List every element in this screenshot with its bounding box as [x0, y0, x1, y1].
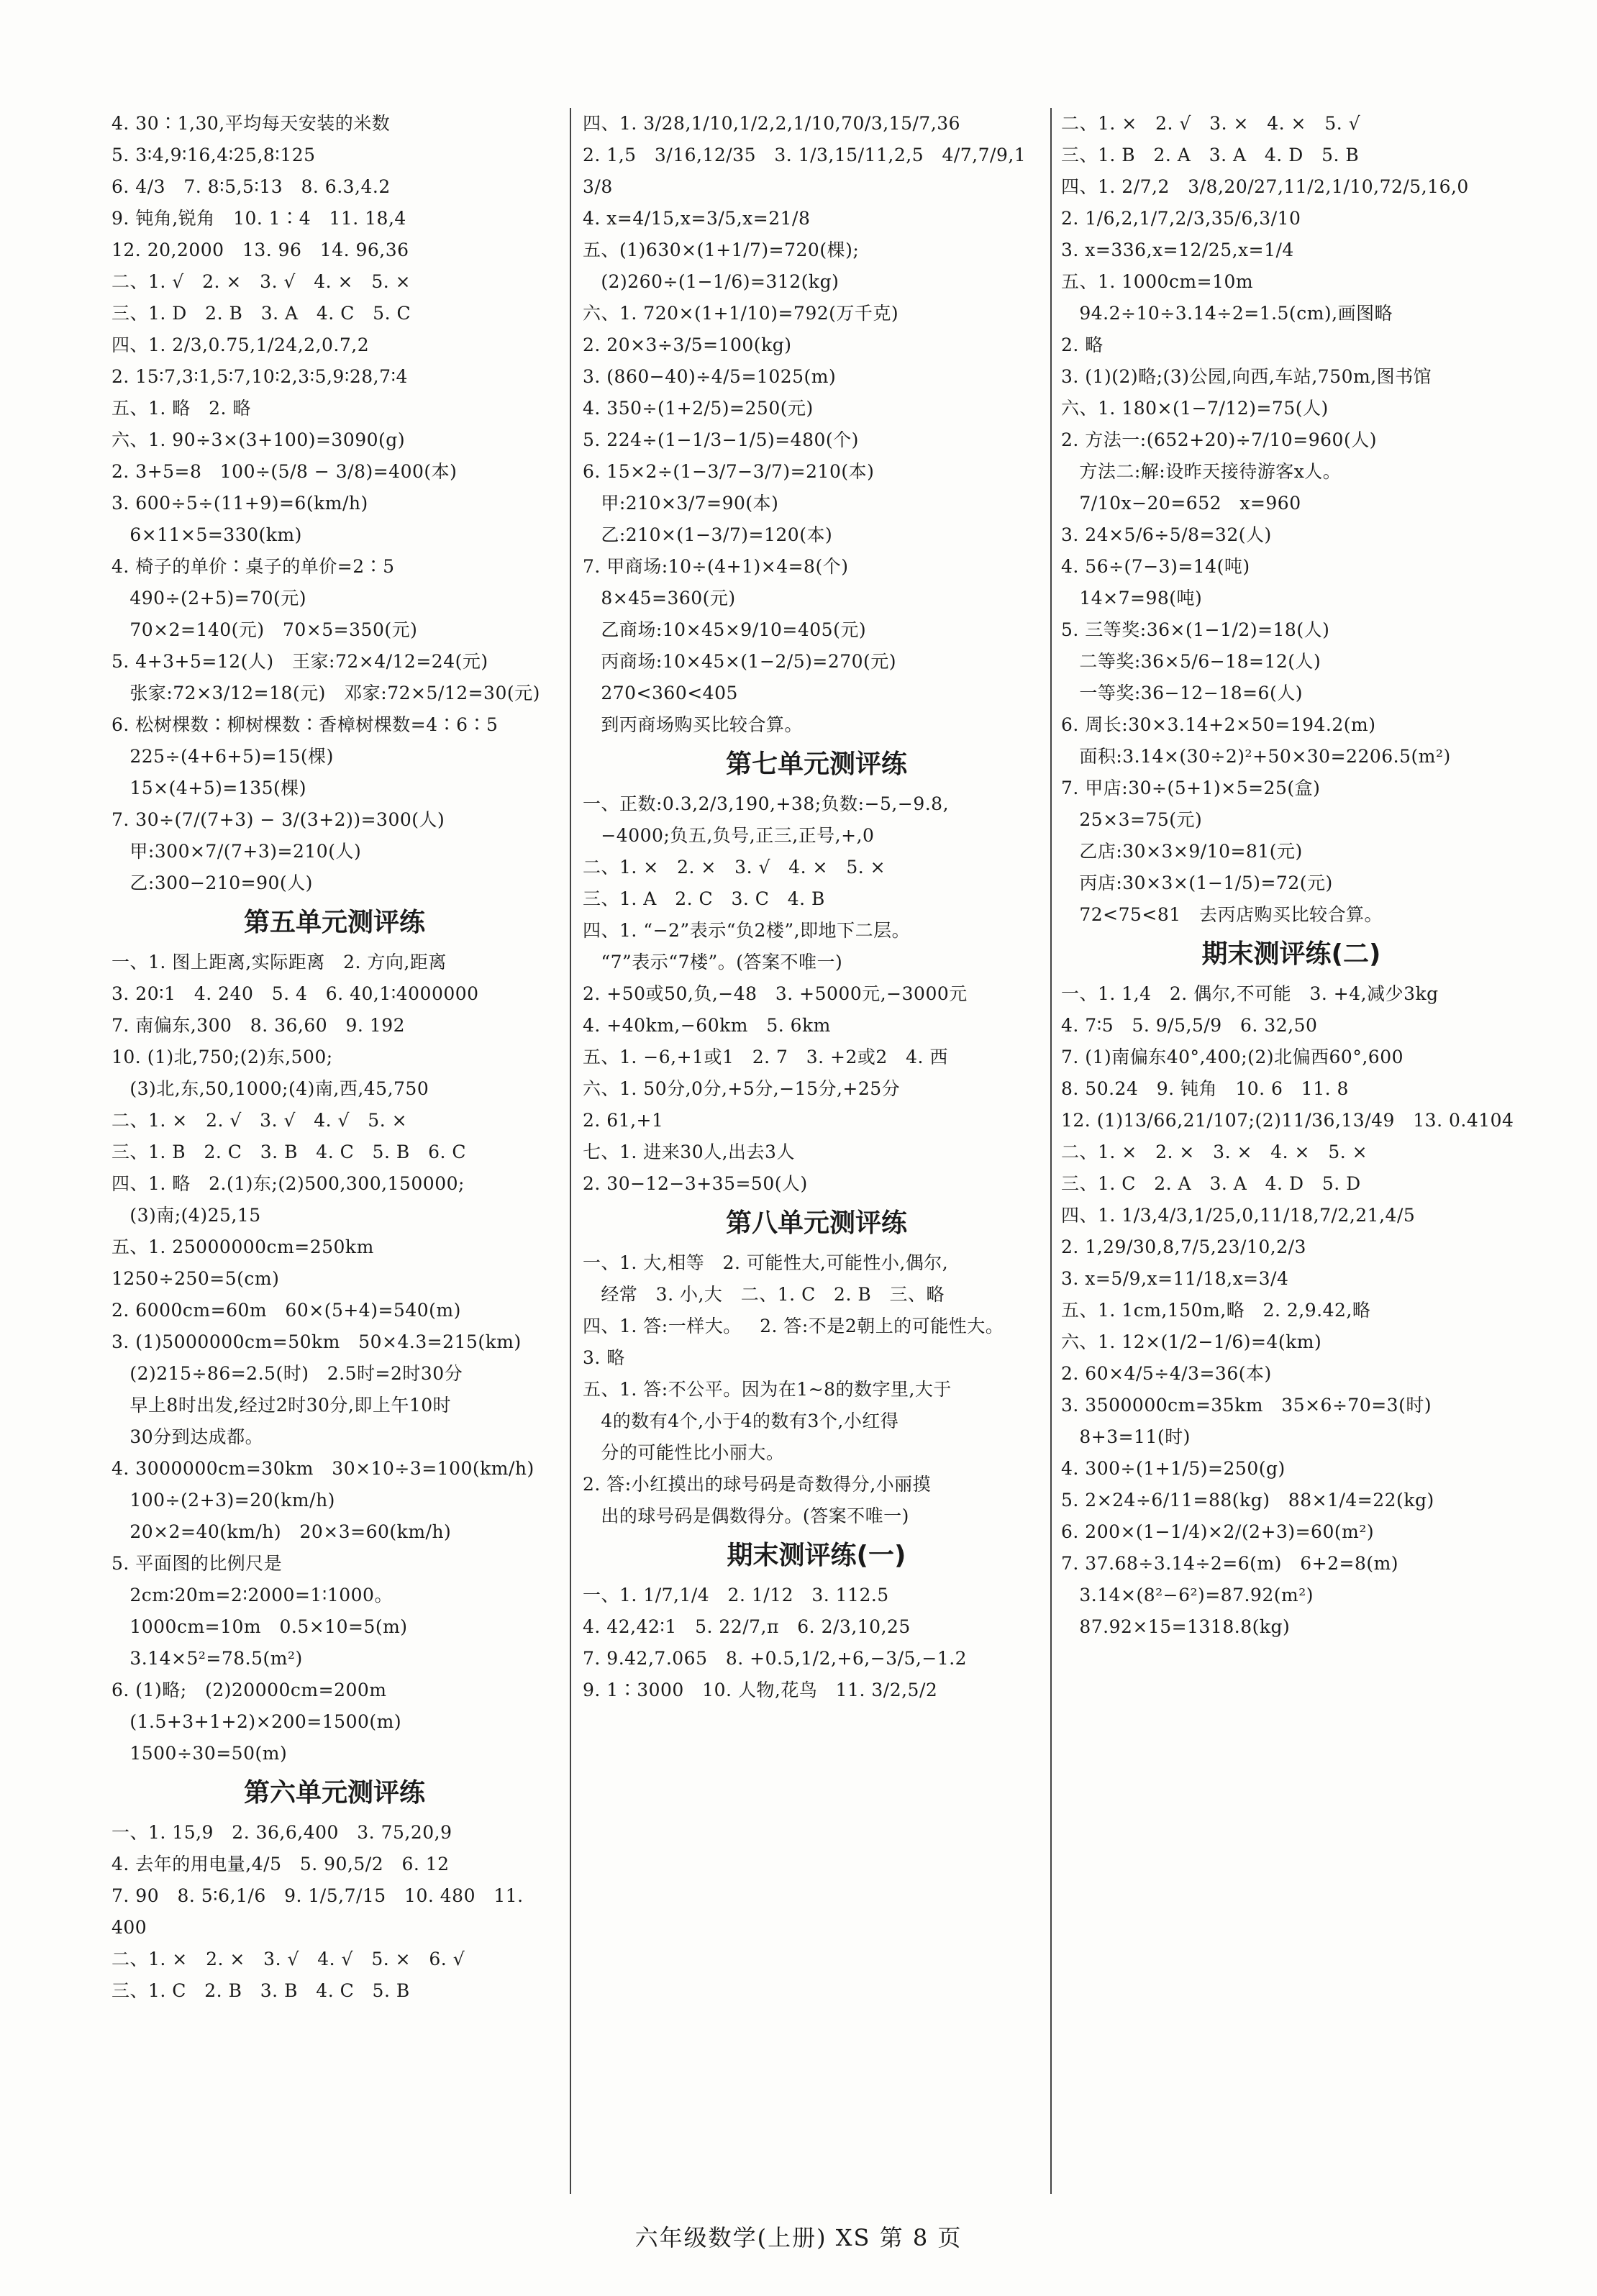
answer-line: 2. 61,+1	[583, 1110, 664, 1131]
answer-line: 5. 224÷(1−1/3−1/5)=480(个)	[583, 429, 859, 450]
answer-line: 7. 甲店:30÷(5+1)×5=25(盒)	[1061, 778, 1321, 798]
answer-line: 1500÷30=50(m)	[112, 1743, 288, 1764]
answer-line: 7. 30÷(7/(7+3) − 3/(3+2))=300(人)	[112, 809, 445, 830]
answer-line: 六、1. 720×(1+1/10)=792(万千克)	[583, 303, 899, 324]
answer-line: 2. 1,5 3/16,12/35 3. 1/3,15/11,2,5 4/7,7/9,1 3/8	[583, 145, 1045, 197]
answer-line: 四、1. 略 2.(1)东;(2)500,300,150000;	[112, 1173, 465, 1194]
answer-line: 四、1. 答:一样大。 2. 答:不是2朝上的可能性大。	[583, 1316, 1004, 1336]
answer-line: 5. 2×24÷6/11=88(kg) 88×1/4=22(kg)	[1061, 1490, 1434, 1511]
answer-line: 分的可能性比小丽大。	[583, 1442, 785, 1463]
answer-line: 五、1. 1000cm=10m	[1061, 271, 1254, 292]
answer-line: 一、1. 15,9 2. 36,6,400 3. 75,20,9	[112, 1822, 452, 1843]
answer-line: 三、1. D 2. B 3. A 4. C 5. C	[112, 303, 411, 324]
answer-line: 张家:72×3/12=18(元) 邓家:72×5/12=30(元)	[112, 683, 540, 703]
answer-line: 3. x=336,x=12/25,x=1/4	[1061, 240, 1294, 260]
answer-line: 五、1. 25000000cm=250km 1250÷250=5(cm)	[112, 1236, 393, 1289]
column-divider	[570, 108, 571, 2194]
answer-line: 7. 37.68÷3.14÷2=6(m) 6+2=8(m)	[1061, 1553, 1399, 1574]
answer-line: “7”表示“7楼”。(答案不唯一)	[583, 952, 843, 972]
answer-line: 一、1. 大,相等 2. 可能性大,可能性小,偶尔,	[583, 1252, 949, 1273]
answer-line: 9. 钝角,锐角 10. 1∶4 11. 18,4	[112, 208, 406, 229]
answer-line: 二、1. × 2. √ 3. × 4. × 5. √	[1061, 113, 1361, 134]
answer-line: 15×(4+5)=135(棵)	[112, 778, 307, 798]
section-heading: 期末测评练(一)	[727, 1541, 906, 1570]
answer-line: 四、1. 2/3,0.75,1/24,2,0.7,2	[112, 334, 370, 355]
answer-line: 4. 300÷(1+1/5)=250(g)	[1061, 1458, 1286, 1479]
answer-line: 5. 三等奖:36×(1−1/2)=18(人)	[1061, 619, 1330, 640]
answer-line: 乙:210×(1−3/7)=120(本)	[583, 524, 833, 545]
answer-line: (2)215÷86=2.5(时) 2.5时=2时30分	[112, 1363, 463, 1384]
answer-column-1	[112, 108, 558, 2195]
answer-line: 五、1. 1cm,150m,略 2. 2,9.42,略	[1061, 1300, 1371, 1321]
answer-line: 87.92×15=1318.8(kg)	[1061, 1616, 1291, 1637]
answer-line: 2. 15∶7,3∶1,5∶7,10∶2,3∶5,9∶28,7∶4	[112, 366, 408, 387]
answer-line: 三、1. B 2. C 3. B 4. C 5. B 6. C	[112, 1142, 466, 1162]
answer-line: 三、1. B 2. A 3. A 4. D 5. B	[1061, 145, 1360, 165]
answer-line: 3. (860−40)÷4/5=1025(m)	[583, 366, 837, 387]
answer-column-2	[583, 108, 1050, 2195]
answer-line: 100÷(2+3)=20(km/h)	[112, 1490, 335, 1511]
answer-line: 70×2=140(元) 70×5=350(元)	[112, 619, 418, 640]
answer-line: 4. x=4/15,x=3/5,x=21/8	[583, 208, 811, 229]
answer-line: 4. 椅子的单价∶桌子的单价=2∶5	[112, 556, 395, 577]
answer-line: 早上8时出发,经过2时30分,即上午10时	[112, 1395, 452, 1416]
answer-line: 2. 6000cm=60m 60×(5+4)=540(m)	[112, 1300, 461, 1321]
answer-line: 三、1. C 2. B 3. B 4. C 5. B	[112, 1980, 410, 2001]
answer-line: 六、1. 90÷3×(3+100)=3090(g)	[112, 429, 406, 450]
answer-line: 1000cm=10m 0.5×10=5(m)	[112, 1616, 408, 1637]
answer-line: 一、1. 1/7,1/4 2. 1/12 3. 112.5	[583, 1585, 889, 1605]
answer-line: 五、1. −6,+1或1 2. 7 3. +2或2 4. 西	[583, 1047, 948, 1067]
answer-line: 6. 15×2÷(1−3/7−3/7)=210(本)	[583, 461, 875, 482]
answer-line: 4. +40km,−60km 5. 6km	[583, 1015, 831, 1036]
section-heading: 第八单元测评练	[725, 1208, 907, 1238]
answer-line: 六、1. 180×(1−7/12)=75(人)	[1061, 398, 1329, 419]
answer-line: 94.2÷10÷3.14÷2=1.5(cm),画图略	[1061, 303, 1393, 324]
answer-line: 12. 20,2000 13. 96 14. 96,36	[112, 240, 409, 260]
answer-line: 七、1. 进来30人,出去3人	[583, 1142, 795, 1162]
answer-line: 6×11×5=330(km)	[112, 524, 302, 545]
answer-line: 2cm∶20m=2∶2000=1∶1000。	[112, 1585, 393, 1605]
answer-line: 30分到达成都。	[112, 1426, 264, 1447]
answer-line: 72<75<81 去丙店购买比较合算。	[1061, 904, 1383, 925]
answer-line: 2. 30−12−3+35=50(人)	[583, 1173, 808, 1194]
answer-line: 五、1. 略 2. 略	[112, 398, 251, 419]
answer-line: (2)260÷(1−1/6)=312(kg)	[583, 271, 840, 292]
answer-line: 6. 松树棵数∶柳树棵数∶香樟树棵数=4∶6∶5	[112, 714, 499, 735]
answer-line: 经常 3. 小,大 二、1. C 2. B 三、略	[583, 1284, 945, 1305]
answer-line: 甲:210×3/7=90(本)	[583, 493, 779, 514]
answer-line: 3. 20∶1 4. 240 5. 4 6. 40,1∶4000000	[112, 983, 479, 1004]
answer-line: 3.14×5²=78.5(m²)	[112, 1648, 303, 1669]
answer-line: 乙商场:10×45×9/10=405(元)	[583, 619, 867, 640]
answer-line: 2. +50或50,负,−48 3. +5000元,−3000元	[583, 983, 968, 1004]
answer-line: 2. 方法一:(652+20)÷7/10=960(人)	[1061, 429, 1377, 450]
answer-line: 方法二:解:设昨天接待游客x人。	[1061, 461, 1342, 482]
answer-line: 二、1. × 2. √ 3. √ 4. √ 5. ×	[112, 1110, 408, 1131]
answer-line: 3.14×(8²−6²)=87.92(m²)	[1061, 1585, 1314, 1605]
section-heading: 第七单元测评练	[725, 750, 907, 779]
answer-line: 六、1. 12×(1/2−1/6)=4(km)	[1061, 1331, 1322, 1352]
answer-line: 7/10x−20=652 x=960	[1061, 493, 1301, 514]
answer-line: 三、1. A 2. C 3. C 4. B	[583, 888, 825, 909]
answer-line: 4. 350÷(1+2/5)=250(元)	[583, 398, 814, 419]
column-divider	[1050, 108, 1052, 2194]
answer-line: 4. 7∶5 5. 9/5,5/9 6. 32,50	[1061, 1015, 1318, 1036]
answer-line: 4的数有4个,小于4的数有3个,小红得	[583, 1411, 899, 1431]
answer-line: 10. (1)北,750;(2)东,500;	[112, 1047, 333, 1067]
answer-line: 8. 50.24 9. 钝角 10. 6 11. 8	[1061, 1078, 1349, 1099]
answer-line: 7. 90 8. 5∶6,1/6 9. 1/5,7/15 10. 480 11. 400	[112, 1885, 530, 1938]
answer-line: 四、1. 2/7,2 3/8,20/27,11/2,1/10,72/5,16,0	[1061, 176, 1469, 197]
answer-line: 3. 24×5/6÷5/8=32(人)	[1061, 524, 1272, 545]
answer-line: 一、1. 图上距离,实际距离 2. 方向,距离	[112, 952, 447, 972]
answer-line: 五、1. 答:不公平。因为在1~8的数字里,大于	[583, 1379, 952, 1400]
answer-line: 4. 56÷(7−3)=14(吨)	[1061, 556, 1250, 577]
answer-line: 2. 3+5=8 100÷(5/8 − 3/8)=400(本)	[112, 461, 458, 482]
answer-line: (3)北,东,50,1000;(4)南,西,45,750	[112, 1078, 429, 1099]
answer-line: 面积:3.14×(30÷2)²+50×30=2206.5(m²)	[1061, 746, 1451, 767]
answer-line: 270<360<405	[583, 683, 738, 703]
answer-line: 6. 周长:30×3.14+2×50=194.2(m)	[1061, 714, 1376, 735]
answer-column-3	[1061, 108, 1521, 2195]
answer-line: 二、1. × 2. × 3. × 4. × 5. ×	[1061, 1142, 1368, 1162]
answer-line: 3. 3500000cm=35km 35×6÷70=3(时)	[1061, 1395, 1432, 1416]
answer-line: 4. 去年的用电量,4/5 5. 90,5/2 6. 12	[112, 1854, 450, 1874]
section-heading: 第六单元测评练	[243, 1778, 425, 1808]
section-heading: 期末测评练(二)	[1201, 939, 1381, 969]
answer-line: 3. 略	[583, 1347, 625, 1368]
answer-line: 2. 1,29/30,8,7/5,23/10,2/3	[1061, 1236, 1306, 1257]
answer-line: 3. 600÷5÷(11+9)=6(km/h)	[112, 493, 368, 514]
answer-line: 14×7=98(吨)	[1061, 588, 1203, 609]
answer-line: 6. (1)略; (2)20000cm=200m	[112, 1680, 387, 1700]
answer-line: 二、1. √ 2. × 3. √ 4. × 5. ×	[112, 271, 411, 292]
answer-line: 2. 略	[1061, 334, 1104, 355]
answer-line: 乙店:30×3×9/10=81(元)	[1061, 841, 1303, 862]
answer-line: 490÷(2+5)=70(元)	[112, 588, 307, 609]
answer-line: 二、1. × 2. × 3. √ 4. × 5. ×	[583, 857, 886, 878]
answer-line: 5. 4+3+5=12(人) 王家:72×4/12=24(元)	[112, 651, 488, 672]
answer-line: (3)南;(4)25,15	[112, 1205, 261, 1226]
answer-line: 6. 4/3 7. 8∶5,5∶13 8. 6.3,4.2	[112, 176, 391, 197]
answer-line: 25×3=75(元)	[1061, 809, 1203, 830]
answer-line: 7. (1)南偏东40°,400;(2)北偏西60°,600	[1061, 1047, 1403, 1067]
answer-line: −4000;负五,负号,正三,正号,+,0	[583, 825, 875, 846]
answer-line: (1.5+3+1+2)×200=1500(m)	[112, 1711, 402, 1732]
answer-line: 四、1. 1/3,4/3,1/25,0,11/18,7/2,21,4/5	[1061, 1205, 1416, 1226]
answer-line: 4. 30∶1,30,平均每天安装的米数	[112, 113, 391, 134]
answer-line: 乙:300−210=90(人)	[112, 873, 313, 893]
answer-line: 四、1. “−2”表示“负2楼”,即地下二层。	[583, 920, 911, 941]
answer-line: 三、1. C 2. A 3. A 4. D 5. D	[1061, 1173, 1361, 1194]
answer-line: 到丙商场购买比较合算。	[583, 714, 803, 735]
answer-line: 出的球号码是偶数得分。(答案不唯一)	[583, 1505, 909, 1526]
answer-line: 二、1. × 2. × 3. √ 4. √ 5. × 6. √	[112, 1949, 465, 1969]
answer-line: 3. x=5/9,x=11/18,x=3/4	[1061, 1268, 1289, 1289]
answer-line: 2. 1/6,2,1/7,2/3,35/6,3/10	[1061, 208, 1301, 229]
section-heading: 第五单元测评练	[243, 908, 425, 937]
answer-line: 7. 9.42,7.065 8. +0.5,1/2,+6,−3/5,−1.2	[583, 1648, 968, 1669]
answer-line: 4. 42,42∶1 5. 22/7,π 6. 2/3,10,25	[583, 1616, 911, 1637]
answer-line: 5. 3∶4,9∶16,4∶25,8∶125	[112, 145, 316, 165]
answer-line: 7. 甲商场:10÷(4+1)×4=8(个)	[583, 556, 849, 577]
answer-line: 9. 1∶3000 10. 人物,花鸟 11. 3/2,5/2	[583, 1680, 938, 1700]
answer-line: 12. (1)13/66,21/107;(2)11/36,13/49 13. 0.4104	[1061, 1110, 1514, 1131]
answer-line: 六、1. 50分,0分,+5分,−15分,+25分	[583, 1078, 901, 1099]
answer-line: 2. 60×4/5÷4/3=36(本)	[1061, 1363, 1272, 1384]
answer-line: 8+3=11(时)	[1061, 1426, 1191, 1447]
answer-line: 8×45=360(元)	[583, 588, 736, 609]
answer-line: 3. (1)5000000cm=50km 50×4.3=215(km)	[112, 1331, 522, 1352]
answer-line: 3. (1)(2)略;(3)公园,向西,车站,750m,图书馆	[1061, 366, 1432, 387]
answer-line: 5. 平面图的比例尺是	[112, 1553, 283, 1574]
answer-line: 四、1. 3/28,1/10,1/2,2,1/10,70/3,15/7,36	[583, 113, 961, 134]
answer-line: 丙商场:10×45×(1−2/5)=270(元)	[583, 651, 897, 672]
answer-line: 6. 200×(1−1/4)×2/(2+3)=60(m²)	[1061, 1521, 1375, 1542]
answer-line: 二等奖:36×5/6−18=12(人)	[1061, 651, 1321, 672]
answer-line: 甲:300×7/(7+3)=210(人)	[112, 841, 362, 862]
answer-line: 2. 答:小红摸出的球号码是奇数得分,小丽摸	[583, 1474, 932, 1495]
answer-line: 20×2=40(km/h) 20×3=60(km/h)	[112, 1521, 452, 1542]
answer-line: 一、正数:0.3,2/3,190,+38;负数:−5,−9.8,	[583, 793, 950, 814]
answer-line: 丙店:30×3×(1−1/5)=72(元)	[1061, 873, 1333, 893]
answer-line: 225÷(4+6+5)=15(棵)	[112, 746, 334, 767]
answer-line: 2. 20×3÷3/5=100(kg)	[583, 334, 792, 355]
answer-line: 4. 3000000cm=30km 30×10÷3=100(km/h)	[112, 1458, 534, 1479]
answer-line: 一、1. 1,4 2. 偶尔,不可能 3. +4,减少3kg	[1061, 983, 1439, 1004]
answer-line: 五、(1)630×(1+1/7)=720(棵);	[583, 240, 860, 260]
answer-line: 一等奖:36−12−18=6(人)	[1061, 683, 1303, 703]
page-footer: 六年级数学(上册) XS 第 8 页	[634, 2224, 963, 2251]
answer-line: 7. 南偏东,300 8. 36,60 9. 192	[112, 1015, 406, 1036]
